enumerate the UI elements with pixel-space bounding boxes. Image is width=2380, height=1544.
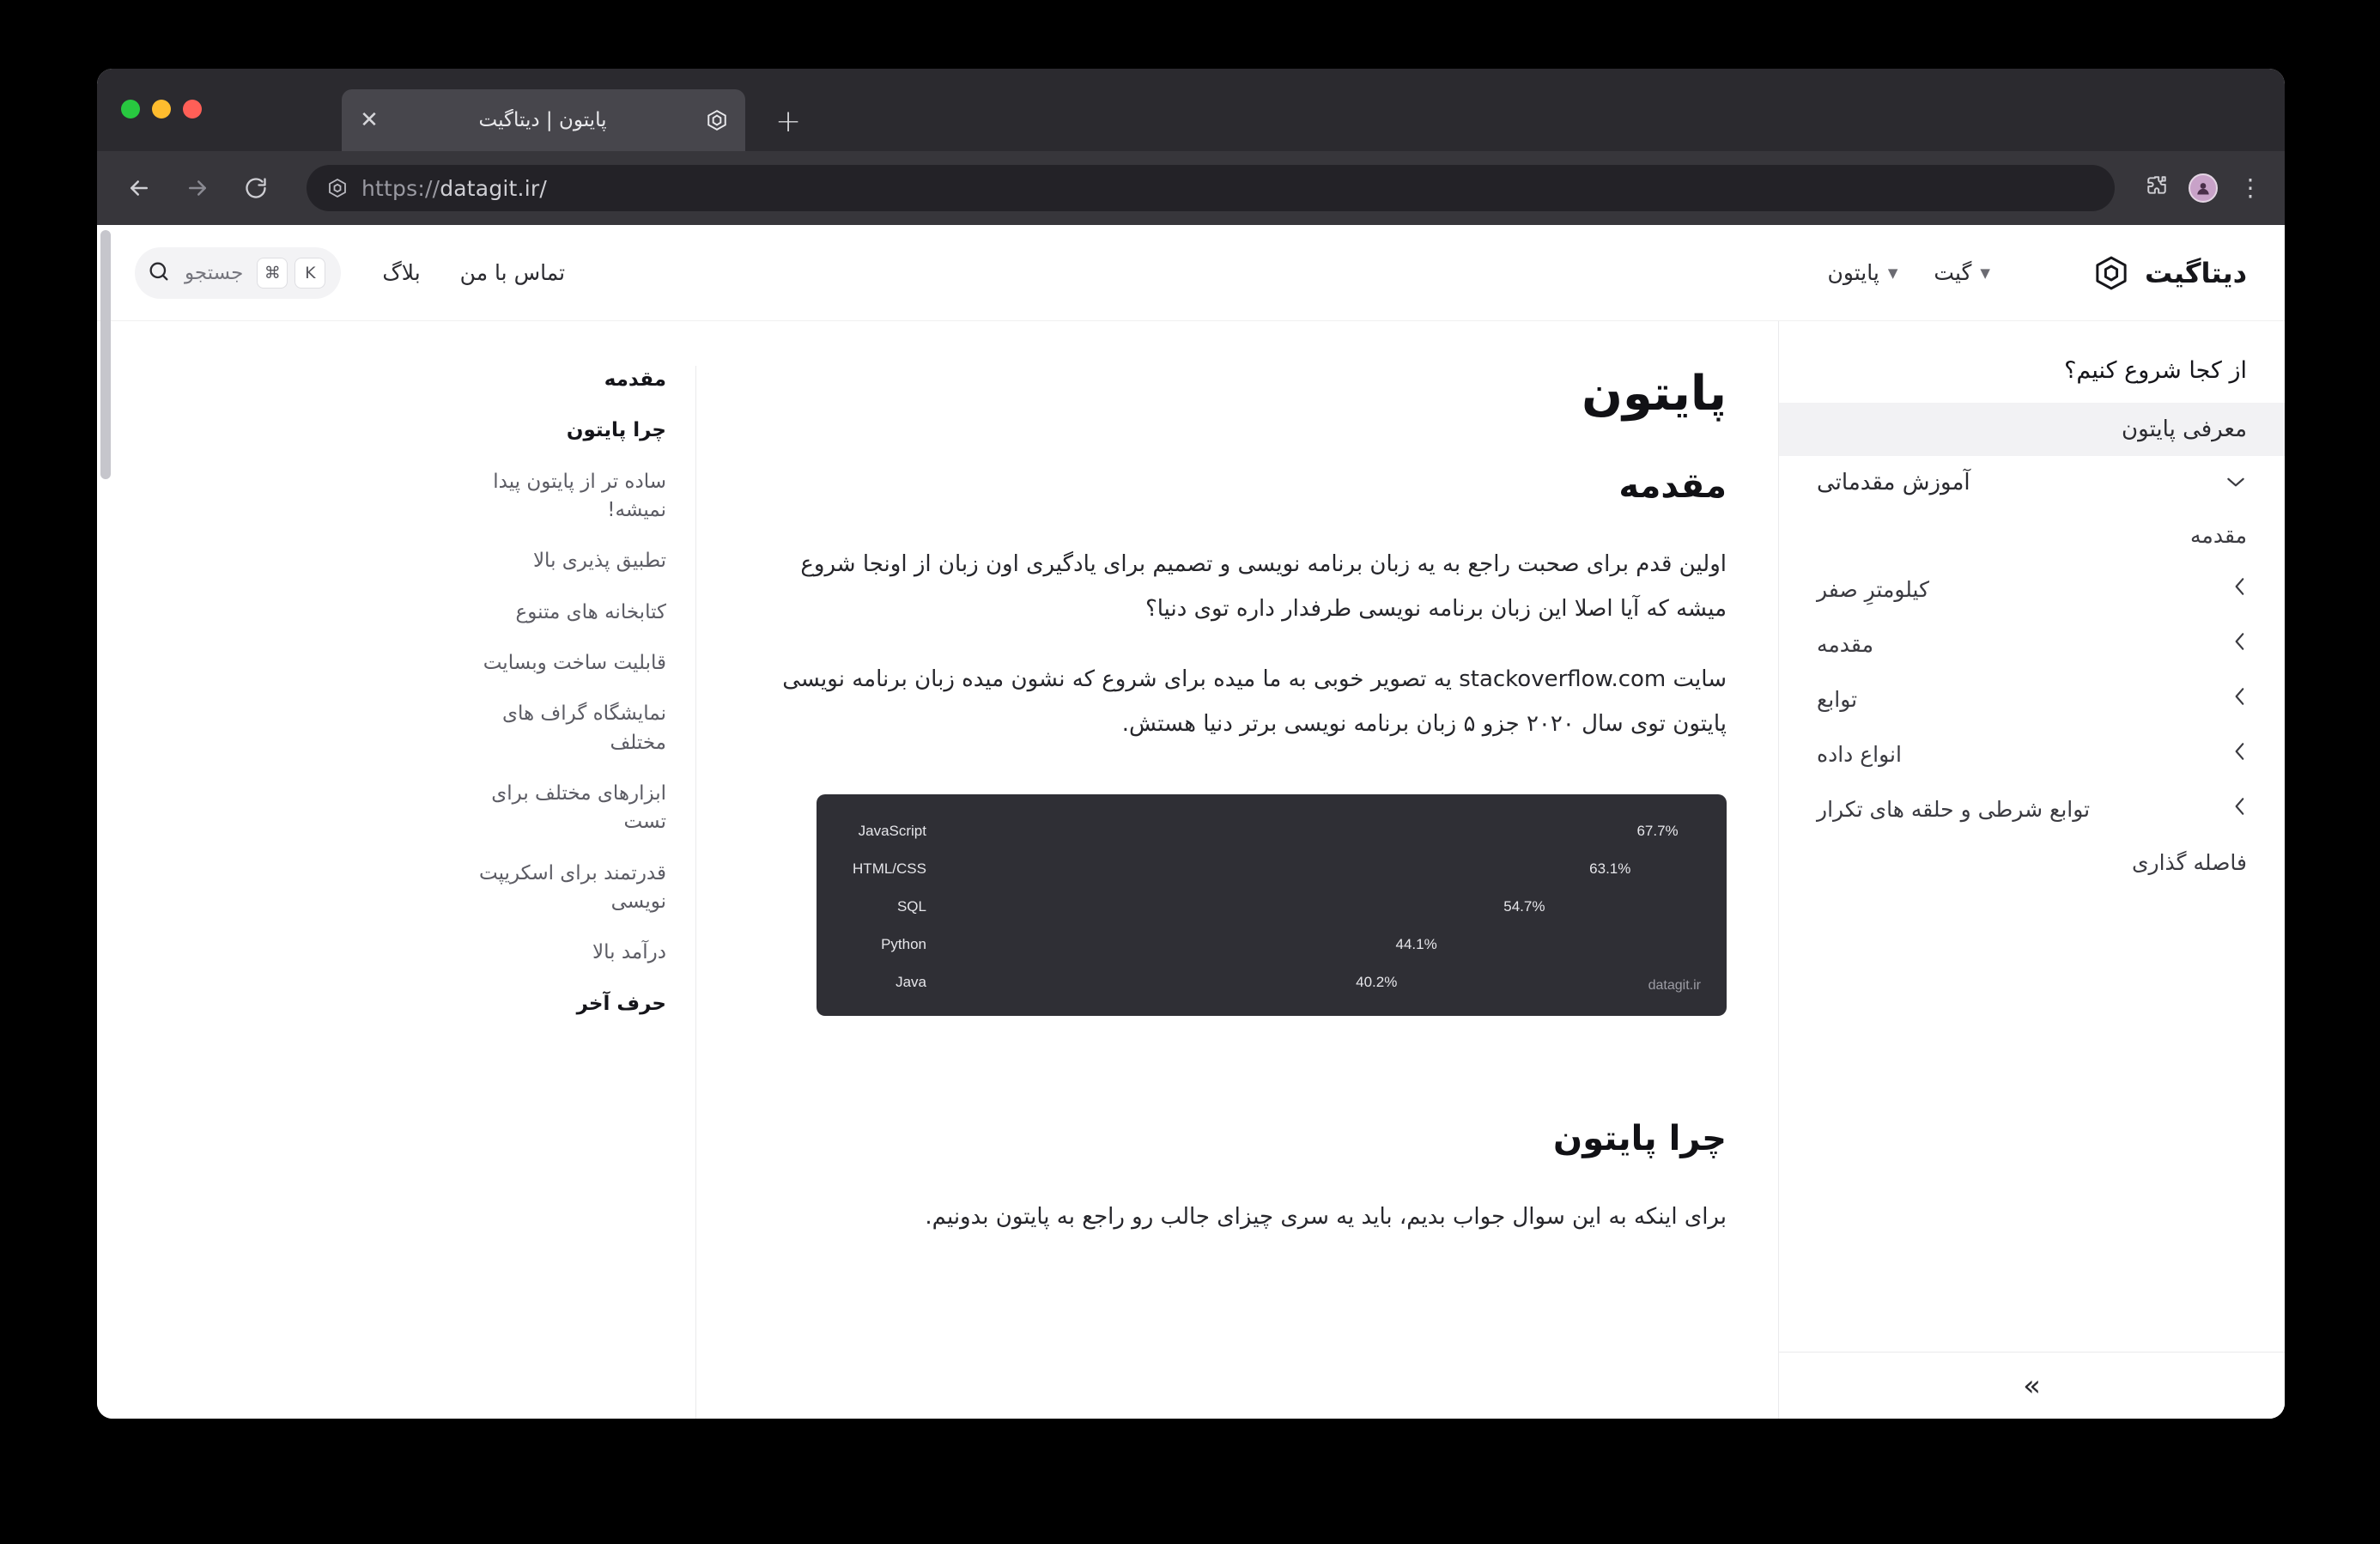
- datagit-logo-icon: [2092, 253, 2131, 293]
- chart-value-label: 40.2%: [1356, 974, 1398, 990]
- site-header: [97, 225, 2285, 321]
- site-brand[interactable]: [2092, 253, 2247, 293]
- chart-bar-row: [841, 968, 1703, 997]
- sidebar-item-functions[interactable]: [1779, 672, 2285, 726]
- tab-title: پایتون | دیتاگیت: [478, 109, 607, 131]
- sidebar-item-data-types[interactable]: [1779, 726, 2285, 781]
- chart-category-label: JavaScript: [858, 823, 926, 839]
- toc-item[interactable]: نمایشگاه گراف های مختلف: [501, 702, 666, 754]
- address-bar-text: [361, 176, 547, 201]
- nav-item-git[interactable]: [1934, 260, 1990, 285]
- chart-category-label: SQL: [896, 898, 926, 915]
- chevron-left-icon: [2233, 740, 2247, 768]
- sidebar-item-moghadame-2[interactable]: [1779, 617, 2285, 672]
- page-body: [97, 321, 2285, 1419]
- toc-item[interactable]: حرف آخر: [576, 992, 666, 1015]
- back-arrow-icon[interactable]: [119, 168, 159, 208]
- toc-item[interactable]: تطبیق پذیری بالا: [532, 550, 666, 573]
- brand-name: دیتاگیت: [2144, 256, 2247, 289]
- address-bar[interactable]: [307, 165, 2115, 211]
- page-scrollbar[interactable]: [100, 225, 111, 1419]
- toolbar-right-actions: [2146, 173, 2262, 203]
- window-traffic-lights: [121, 100, 202, 119]
- search-placeholder: جستجو: [185, 261, 244, 284]
- chevron-left-icon: [2233, 630, 2247, 658]
- sidebar-item-intro-python[interactable]: [1779, 403, 2285, 456]
- sidebar-item-moghadame-1[interactable]: [1779, 509, 2285, 562]
- sidebar-item-label: توابع: [1817, 686, 1858, 712]
- chart-value-label: 54.7%: [1503, 898, 1545, 915]
- forward-arrow-icon[interactable]: [178, 168, 217, 208]
- datagit-logo-icon: [704, 107, 730, 133]
- chart-bar-row: [841, 930, 1703, 959]
- site-nav-dropdowns: [1827, 260, 1989, 285]
- sidebar-item-basic-course[interactable]: [1779, 456, 2285, 509]
- sidebar-item-label: فاصله گذاری: [2131, 850, 2247, 875]
- sidebar-collapse-button[interactable]: [1779, 1352, 2285, 1419]
- double-chevron-right-icon: »: [2023, 1368, 2041, 1403]
- site-nav-links: [382, 260, 565, 285]
- toc-item[interactable]: ساده تر از پایتون پیدا نمیشه!: [493, 470, 666, 522]
- nav-item-label: گیت: [1934, 260, 1972, 285]
- toc-item[interactable]: مقدمه: [604, 368, 666, 391]
- sidebar-item-label: مقدمه: [2190, 523, 2247, 548]
- toc-item[interactable]: درآمد بالا: [592, 941, 666, 964]
- search-input[interactable]: [135, 247, 341, 299]
- chevron-left-icon: [2233, 575, 2247, 603]
- chart-category-label: Java: [896, 974, 926, 990]
- paragraph-2: سایت stackoverflow.com یه تصویر خوبی به ما میده برای شروع که نشون میده زبان برنامه نویسی پایتون توی سال ۲۰۲۰ جزو ۵ زبان برنامه نویسی برتر دنیا هستش.: [782, 666, 1727, 737]
- sidebar-item-label: آموزش مقدماتی: [1817, 470, 1970, 495]
- puzzle-piece-icon[interactable]: [2146, 174, 2168, 203]
- minimize-window-button[interactable]: [152, 100, 171, 119]
- chart-track: [937, 933, 1703, 956]
- sidebar-item-label: انواع داده: [1817, 741, 1902, 767]
- toc-item[interactable]: کتابخانه های متنوع: [515, 600, 666, 623]
- url-scheme: https://: [361, 175, 440, 201]
- toc-item[interactable]: چرا پایتون: [566, 419, 666, 442]
- browser-toolbar: [97, 151, 2285, 225]
- chart-track: [937, 971, 1703, 994]
- close-icon[interactable]: ✕: [360, 107, 379, 133]
- chart-track: [937, 820, 1703, 842]
- language-popularity-chart: [817, 794, 1727, 1016]
- chevron-left-icon: [2233, 685, 2247, 713]
- chart-category-label: Python: [881, 936, 926, 952]
- chart-value-label: 63.1%: [1589, 860, 1631, 877]
- sidebar-item-label: توابع شرطی و حلقه های تکرار: [1817, 796, 2091, 822]
- shortcut-key-cmd: ⌘: [257, 258, 288, 289]
- paragraph-1: اولین قدم برای صحبت راجع به یه زبان برنامه نویسی و تصمیم برای یادگیری اون زبان از اونجا شروع میشه که آیا اصلا این زبان برنامه نویسی طرفدار داره توی دنیا؟: [800, 551, 1727, 622]
- maximize-window-button[interactable]: [121, 100, 140, 119]
- kebab-menu-icon[interactable]: ⋮: [2238, 173, 2262, 202]
- nav-item-python[interactable]: [1827, 260, 1897, 285]
- page-title: پایتون: [1582, 366, 1727, 422]
- chart-bar-row: [841, 817, 1703, 846]
- sidebar-item-spacing[interactable]: [1779, 836, 2285, 889]
- browser-tab[interactable]: [342, 89, 745, 151]
- close-window-button[interactable]: [183, 100, 202, 119]
- chart-track: [937, 896, 1703, 918]
- chevron-down-icon: ▼: [1887, 264, 1898, 281]
- search-shortcut: [257, 258, 325, 289]
- chart-value-label: 67.7%: [1636, 823, 1679, 839]
- nav-link-contact[interactable]: تماس با من: [459, 260, 566, 285]
- docs-nav-list: [1779, 321, 2285, 1352]
- chart-value-label: 44.1%: [1395, 936, 1437, 952]
- chart-track: [937, 858, 1703, 880]
- site-header-left: [135, 247, 565, 299]
- search-icon: [147, 259, 171, 287]
- nav-item-label: پایتون: [1827, 260, 1879, 285]
- chart-bar-row: [841, 854, 1703, 884]
- browser-window: [97, 69, 2285, 1419]
- toc-item[interactable]: قابلیت ساخت وبسایت: [483, 652, 666, 675]
- chevron-left-icon: [2233, 795, 2247, 823]
- nav-link-blog[interactable]: بلاگ: [382, 260, 421, 285]
- table-of-contents: [439, 366, 696, 1419]
- chevron-down-icon: [2225, 472, 2247, 494]
- sidebar-item-conditionals-loops[interactable]: [1779, 781, 2285, 836]
- paragraph-3: برای اینکه به این سوال جواب بدیم، باید یه سری چیزای جالب رو راجع به پایتون بدونیم.: [925, 1204, 1727, 1230]
- toc-item[interactable]: ابزارهای مختلف برای تست: [491, 782, 666, 834]
- sidebar-item-label: معرفی پایتون: [2122, 416, 2247, 442]
- plus-icon[interactable]: +: [775, 104, 802, 139]
- reload-icon[interactable]: [236, 168, 276, 208]
- shortcut-key-k: K: [294, 258, 325, 289]
- site-logo-icon: [325, 176, 349, 200]
- browser-tabstrip: [97, 69, 2285, 151]
- chevron-down-icon: ▼: [1980, 264, 1990, 281]
- page-viewport: [97, 225, 2285, 1419]
- sidebar-item-label: کیلومترِ صفر: [1817, 576, 1929, 602]
- sidebar-item-label: مقدمه: [1817, 631, 1873, 657]
- chart-credit: datagit.ir: [1648, 978, 1701, 993]
- docs-sidebar: [1778, 321, 2285, 1419]
- section-heading-intro: مقدمه: [1618, 466, 1727, 506]
- toc-item[interactable]: قدرتمند برای اسکریپت نویسی: [479, 861, 666, 914]
- sidebar-item-kilometer-sefr[interactable]: [1779, 562, 2285, 617]
- chart-category-label: HTML/CSS: [853, 860, 926, 877]
- section-heading-why-python: چرا پایتون: [1553, 1119, 1727, 1158]
- profile-avatar-icon[interactable]: [2189, 173, 2218, 203]
- docs-sidebar-title: از کجا شروع کنیم؟: [2064, 357, 2247, 384]
- chart-bar-row: [841, 892, 1703, 921]
- url-host: datagit.ir/: [440, 175, 547, 201]
- page-scrollbar-thumb[interactable]: [100, 230, 111, 479]
- main-content: [97, 321, 1778, 1419]
- article: [696, 366, 1778, 1419]
